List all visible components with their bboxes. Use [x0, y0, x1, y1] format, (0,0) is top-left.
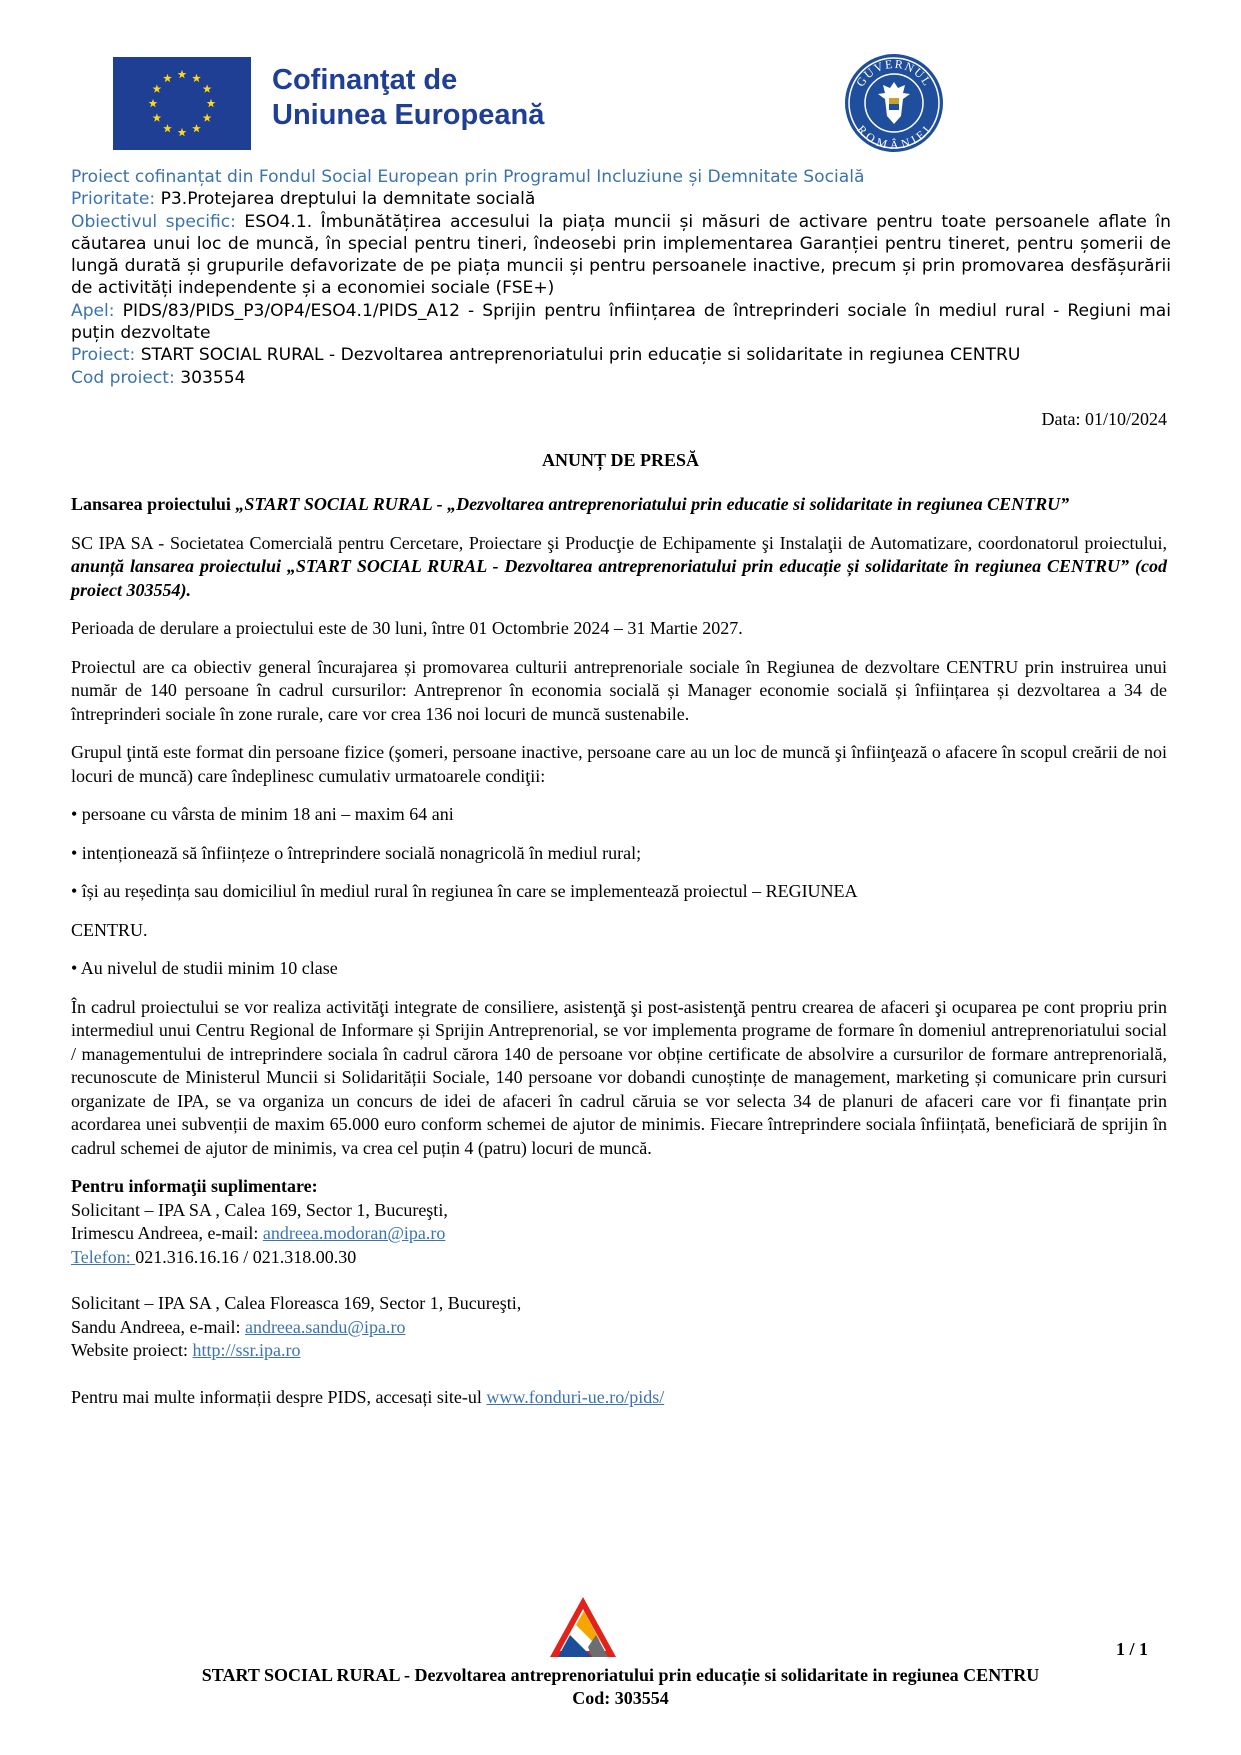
objective-value: ESO4.1. Îmbunătățirea accesului la piața muncii și măsuri de activare pentru toate persoanele aflate în căutarea unui loc de muncă, în special pentru tineri, îndeosebi prin implementarea Garanției pentru tineret, pentru șomerii de lungă durată și grupurile defavorizate de pe piața muncii și pentru persoanele inactive, precum și prin promovarea desfășurării de activități independente și a economiei sociale (FSE+) — [71, 211, 1171, 299]
criteria-item: • își au reședința sau domiciliul în mediul rural în regiunea în care se implementează proiectul – REGIUNEA — [71, 881, 858, 901]
footer-project-title: START SOCIAL RURAL - Dezvoltarea antreprenoriatului prin educație si solidaritate in regiunea CENTRU — [201, 1665, 1040, 1685]
press-release-body — [71, 493, 1167, 1424]
eu-stars-icon — [113, 57, 251, 150]
romanian-government-seal-logo — [843, 52, 945, 154]
criteria-item: • Au nivelul de studii minim 10 clase — [71, 958, 338, 978]
code-label: Cod proiect: — [71, 367, 175, 388]
page-footer — [0, 1664, 1241, 1710]
seal-top-text: GUVERNUL — [853, 56, 935, 90]
contact2-email-link[interactable]: andreea.sandu@ipa.ro — [244, 1316, 406, 1337]
contact1-phone — [71, 1246, 1167, 1270]
ipa-triangle-logo — [548, 1595, 618, 1659]
project-value: START SOCIAL RURAL - Dezvoltarea antreprenoriatului prin educație si solidaritate in regiunea CENTRU — [140, 345, 1021, 366]
phone-number: 021.316.16.16 / 021.318.00.30 — [135, 1246, 357, 1267]
document-date: Data: 01/10/2024 — [1041, 409, 1167, 429]
launch-title: „START SOCIAL RURAL - „Dezvoltarea antreprenoriatului prin educatie si solidaritate in regiunea CENTRU” — [235, 494, 1070, 514]
eu-star-icon — [207, 99, 216, 107]
eu-star-icon — [153, 84, 162, 92]
announcement-text: anunță lansarea proiectului „START SOCIAL RURAL - Dezvoltarea antreprenoriatului prin educație și solidaritate în regiunea CENTRU” (cod proiect 303554). — [71, 556, 1167, 600]
project-website-link[interactable]: http://ssr.ipa.ro — [192, 1340, 301, 1360]
seal-bottom-text: ROMÂNIEI — [854, 122, 934, 152]
criteria-item: • persoane cu vârsta de minim 18 ani – maxim 64 ani — [71, 804, 454, 824]
eu-star-icon — [203, 113, 212, 121]
criteria-item-continuation: CENTRU. — [71, 919, 148, 940]
priority-line — [71, 188, 1171, 210]
project-info — [71, 166, 1171, 389]
phone-label-link[interactable]: Telefon: — [71, 1246, 136, 1267]
criteria-item: • intenționează să înființeze o întreprindere socială nonagricolă în mediul rural; — [71, 842, 642, 863]
contact2-name: Sandu Andreea, e-mail: andreea.sandu@ipa.ro — [71, 1316, 406, 1337]
eu-star-icon — [163, 124, 172, 132]
eu-star-icon — [149, 99, 158, 107]
objective-paragraph: Proiectul are ca obiectiv general încurajarea și promovarea culturii antreprenoriale sociale în Regiunea de dezvoltare CENTRU prin instruirea unui număr de 140 persoane în cadrul cursurilor: Antreprenor în economia socială și Manager economie socială și înființarea și dezvoltarea a 34 de întreprinderi sociale în zone rurale, care vor crea 136 noi locuri de muncă sustenabile. — [71, 656, 1167, 724]
eu-star-icon — [178, 128, 187, 136]
code-line — [71, 367, 1171, 389]
eu-star-icon — [153, 113, 162, 121]
call-value: PIDS/83/PIDS_P3/OP4/ESO4.1/PIDS_A12 - Sprijin pentru înființarea de întreprinderi sociale în mediul rural - Regiuni mai puțin dezvoltate — [71, 300, 1171, 344]
eu-star-icon — [178, 70, 187, 78]
coordinator-paragraph — [71, 532, 1167, 603]
objective-line — [71, 211, 1171, 300]
activities-paragraph: În cadrul proiectului se vor realiza activităţi integrate de consiliere, asistenţă şi post-asistenţă pentru crearea de afaceri şi ocuparea pe cont propriu prin intermediul unui Centru Regional de Informare și Sprijin Antreprenorial, se vor implementa programe de formare în domeniul antreprenoriatului social / managementului de intreprindere sociala în cadrul cărora 140 de persoane vor obține certificate de absolvire a cursurilor de formare antreprenorială, recunoscute de Ministerul Muncii si Solidarității Sociale, 140 persoane vor dobandi cunoștințe de management, marketing și comunicare prin cursuri organizate de IPA, se va organiza un concurs de idei de afaceri în cadrul căruia se vor selecta 34 de planuri de afaceri care vor fi finanțate prin acordarea unei subvenții de maxim 65.000 euro conform schemei de ajutor de minimis. Fiecare întreprindere sociala înființată, beneficiară de sprijin în cadrul schemei de ajutor de minimis, va crea cel puțin 4 (patru) locuri de muncă. — [71, 996, 1167, 1158]
code-value: 303554 — [180, 367, 246, 388]
project-label: Proiect: — [71, 345, 136, 366]
launch-prefix: Lansarea proiectului — [71, 494, 236, 514]
launch-paragraph — [71, 493, 1167, 517]
eu-star-icon — [192, 124, 201, 132]
contact1-address: Solicitant – IPA SA , Calea 169, Sector 1, Bucureşti, — [71, 1199, 448, 1220]
coordinator-text: SC IPA SA - Societatea Comercială pentru Cercetare, Proiectare şi Producţie de Echipamente şi Instalaţii de Automatizare, coordonatorul proiectului, — [71, 532, 1167, 553]
objective-label: Obiectivul specific: — [71, 211, 236, 232]
eu-cofinancing-text — [272, 63, 544, 133]
target-group-paragraph: Grupul ţintă este format din persoane fizice (şomeri, persoane inactive, persoane care au un loc de muncă şi înfiinţează o afacere în scopul creării de noi locuri de muncă) care îndeplinesc cumulativ urmatoarele condiţii: — [71, 742, 1167, 786]
priority-label: Prioritate: — [71, 189, 156, 210]
page-title: ANUNȚ DE PRESĂ — [541, 450, 700, 470]
eu-star-icon — [203, 84, 212, 92]
contact1-name: Irimescu Andreea, e-mail: andreea.modoran@ipa.ro — [71, 1223, 446, 1243]
period-paragraph: Perioada de derulare a proiectului este de 30 luni, între 01 Octombrie 2024 – 31 Martie 2027. — [71, 618, 743, 638]
pids-info: Pentru mai multe informații despre PIDS, accesați site-ul www.fonduri-ue.ro/pids/ — [71, 1386, 665, 1407]
call-line — [71, 300, 1171, 345]
eu-star-icon — [163, 74, 172, 82]
call-label: Apel: — [71, 300, 115, 321]
contact-heading: Pentru informaţii suplimentare: — [71, 1176, 318, 1196]
project-line — [71, 344, 1171, 366]
eu-text-line1: Cofinanţat de — [272, 64, 458, 96]
eu-flag-logo — [113, 57, 251, 150]
pids-website-link[interactable]: www.fonduri-ue.ro/pids/ — [486, 1386, 665, 1407]
project-intro: Proiect cofinanțat din Fondul Social European prin Programul Incluziune și Demnitate Socială — [71, 167, 865, 187]
contact2-address: Solicitant – IPA SA , Calea Floreasca 169, Sector 1, Bucureşti, — [71, 1293, 522, 1313]
project-website: Website proiect: http://ssr.ipa.ro — [71, 1340, 301, 1360]
eu-text-line2: Uniunea Europeană — [272, 99, 545, 131]
eu-star-icon — [192, 74, 201, 82]
page-number: 1 / 1 — [1116, 1639, 1149, 1659]
priority-value: P3.Protejarea dreptului la demnitate socială — [160, 189, 536, 210]
contact1-email-link[interactable]: andreea.modoran@ipa.ro — [262, 1223, 446, 1243]
footer-code: Cod: 303554 — [572, 1688, 669, 1708]
